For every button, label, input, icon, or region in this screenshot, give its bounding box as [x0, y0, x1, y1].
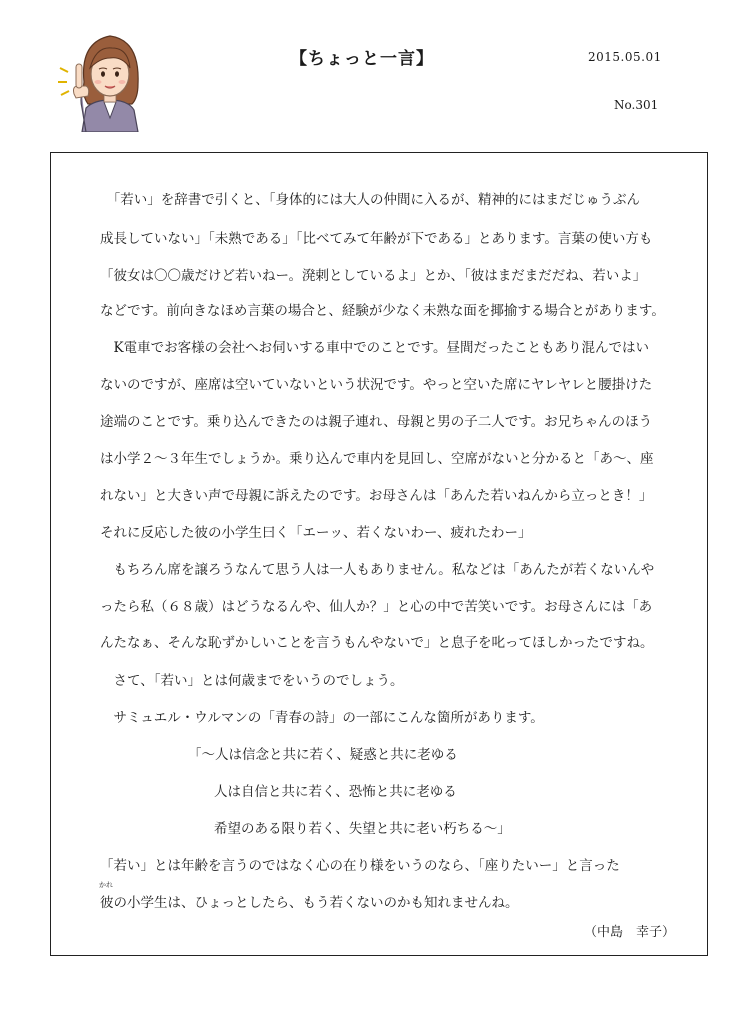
- body-line: れない」と大きい声で母親に訴えたのです。お母さんは「あんた若いねんから立っとき！」: [100, 488, 653, 504]
- poem-line: 希望のある限り若く、失望と共に老い朽ちる～」: [214, 821, 511, 837]
- column-title: 【ちょっと一言】: [290, 49, 434, 69]
- body-line: さて、「若い」とは何歳までをいうのでしょう。: [100, 673, 404, 689]
- body-line: もちろん席を譲ろうなんて思う人は一人もありません。私などは「あんたが若くないんや: [100, 562, 655, 578]
- body-line: 途端のことです。乗り込んできたのは親子連れ、母親と男の子二人です。お兄ちゃんのほう: [100, 414, 653, 430]
- furigana-kare: かれ: [99, 881, 113, 889]
- body-line: ないのですが、座席は空いていないという状況です。やっと空いた席にヤレヤレと腰掛けた: [100, 377, 653, 393]
- body-line: は小学２～３年生でしょうか。乗り込んで車内を見回し、空席がないと分かると「あ～、座: [100, 451, 654, 467]
- body-line: 彼の小学生は、ひょっとしたら、もう若くないのかも知れませんね。: [100, 895, 519, 911]
- body-line: などです。前向きなほめ言葉の場合と、経験が少なく未熟な面を揶揄する場合とがあります。: [100, 303, 665, 319]
- body-line: サミュエル・ウルマンの「青春の詩」の一部にこんな箇所があります。: [100, 710, 544, 726]
- poem-line: 「～人は信念と共に若く、疑惑と共に老ゆる: [188, 747, 458, 763]
- body-line: 成長していない」「未熟である」「比べてみて年齢が下である」とあります。言葉の使い方も: [100, 231, 653, 247]
- body-line: それに反応した彼の小学生曰く「エーッ、若くないわー、疲れたわー」: [100, 525, 532, 541]
- poem-line: 人は自信と共に若く、恐怖と共に老ゆる: [214, 784, 457, 800]
- woman-pointing-illustration: [52, 22, 142, 132]
- issue-date: 2015.05.01: [588, 50, 662, 64]
- body-line: K電車でお客様の会社へお伺いする車中でのことです。昼間だったこともあり混んではい: [100, 340, 650, 356]
- body-line: 「彼女は〇〇歳だけど若いねー。溌剌としているよ」とか、「彼はまだまだだね、若いよ」: [100, 268, 647, 284]
- body-line: 「若い」を辞書で引くと、「身体的には大人の仲間に入るが、精神的にはまだじゅうぶん: [100, 192, 640, 208]
- body-line: んたなぁ、そんな恥ずかしいことを言うもんやないで」と息子を叱ってほしかったですね。: [100, 635, 654, 651]
- body-line: ったら私（６８歳）はどうなるんや、仙人か？」と心の中で苦笑いです。お母さんには「あ: [100, 599, 653, 615]
- author-signature: （中島 幸子）: [584, 925, 676, 940]
- issue-number: No.301: [614, 98, 659, 112]
- body-line: 「若い」とは年齢を言うのではなく心の在り様をいうのなら、「座りたいー」と言った: [100, 858, 620, 874]
